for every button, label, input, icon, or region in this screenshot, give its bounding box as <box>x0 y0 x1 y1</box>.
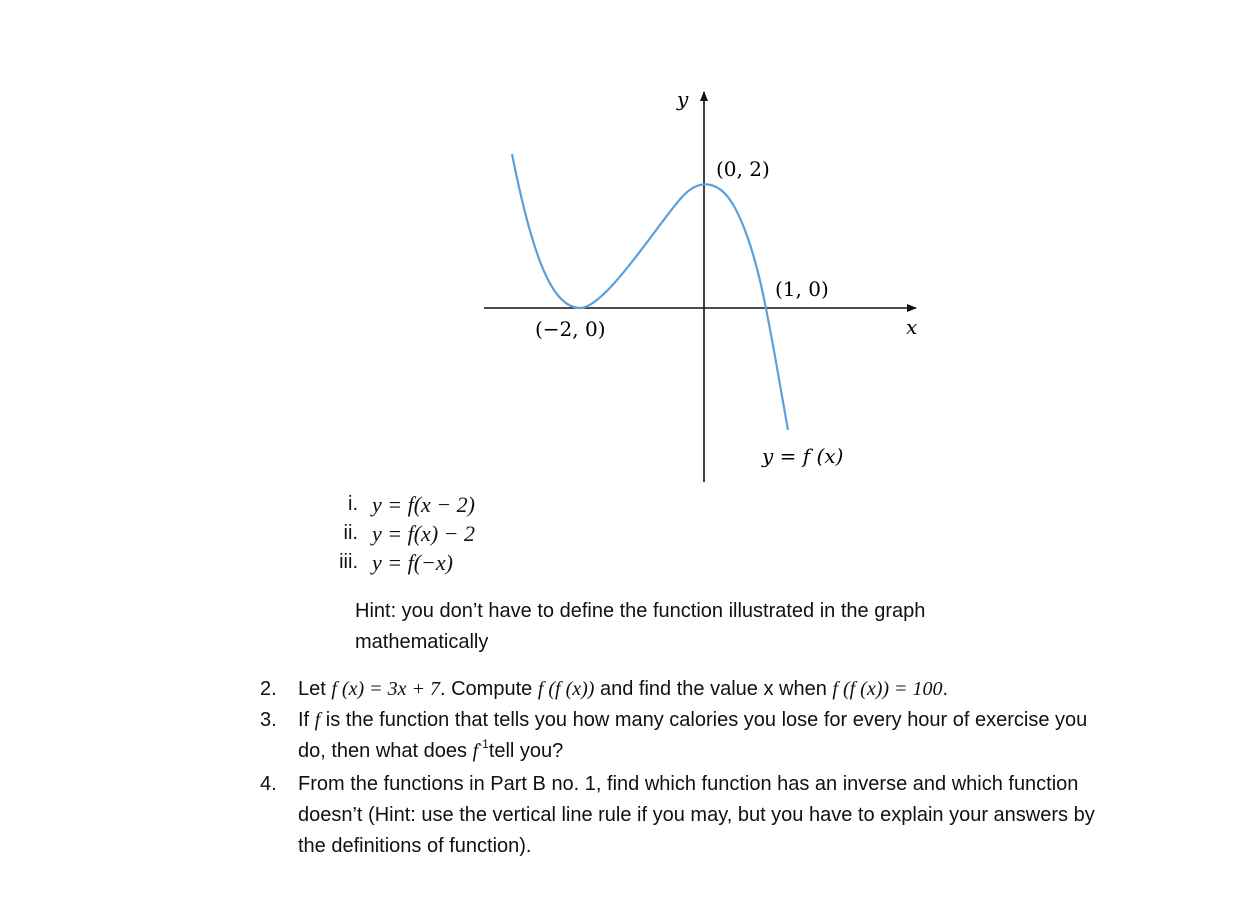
question-text: is the function that tells you how many calories you lose for every hour of exercise you do, then what does <box>298 709 1088 762</box>
curve-label: y = f (x) <box>762 444 844 468</box>
math-expression: f <box>314 709 321 731</box>
question-2 <box>250 674 1110 705</box>
item-numeral: iii. <box>339 551 358 573</box>
question-text: . <box>942 678 949 700</box>
max-point-label: (0, 2) <box>716 157 770 181</box>
math-expression: f <box>472 740 479 762</box>
transformation-item <box>310 519 710 548</box>
question-text: and find the value x when <box>594 678 833 700</box>
superscript: -1 <box>478 737 489 751</box>
question-text: tell you? <box>488 740 564 762</box>
item-expression: y = f(−x) <box>372 550 453 575</box>
question-text: . Compute <box>439 678 538 700</box>
transformation-list <box>310 490 710 577</box>
question-number: 3. <box>260 709 277 731</box>
right-root-label: (1, 0) <box>775 277 829 301</box>
question-3 <box>250 705 1110 769</box>
math-expression: f (f (x)) <box>537 678 595 700</box>
math-expression: f (x) = 3x + 7 <box>331 678 440 700</box>
question-text: From the functions in Part B no. 1, find which function has an inverse and which function doesn’t (Hint: use the vertical line rule if you may, but you have to explain your answers by the definitions of function). <box>298 773 1095 857</box>
transformation-item <box>310 548 710 577</box>
item-expression: y = f(x) − 2 <box>372 521 475 546</box>
transformation-item <box>310 490 710 519</box>
item-expression: y = f(x − 2) <box>372 492 475 517</box>
question-text: Let <box>298 678 332 700</box>
question-number: 2. <box>260 678 277 700</box>
item-numeral: ii. <box>343 522 358 544</box>
question-4 <box>250 769 1110 862</box>
y-axis-label: y <box>677 87 689 111</box>
function-curve <box>512 154 788 430</box>
question-text: If <box>298 709 315 731</box>
x-axis-label: x <box>906 315 918 339</box>
question-list <box>250 674 1110 862</box>
left-root-label: (−2, 0) <box>535 317 606 341</box>
hint-text: Hint: you don’t have to define the function illustrated in the graph mathematically <box>355 600 926 653</box>
math-expression: f (f (x)) = 100 <box>832 678 943 700</box>
question-number: 4. <box>260 773 277 795</box>
item-numeral: i. <box>348 493 358 515</box>
